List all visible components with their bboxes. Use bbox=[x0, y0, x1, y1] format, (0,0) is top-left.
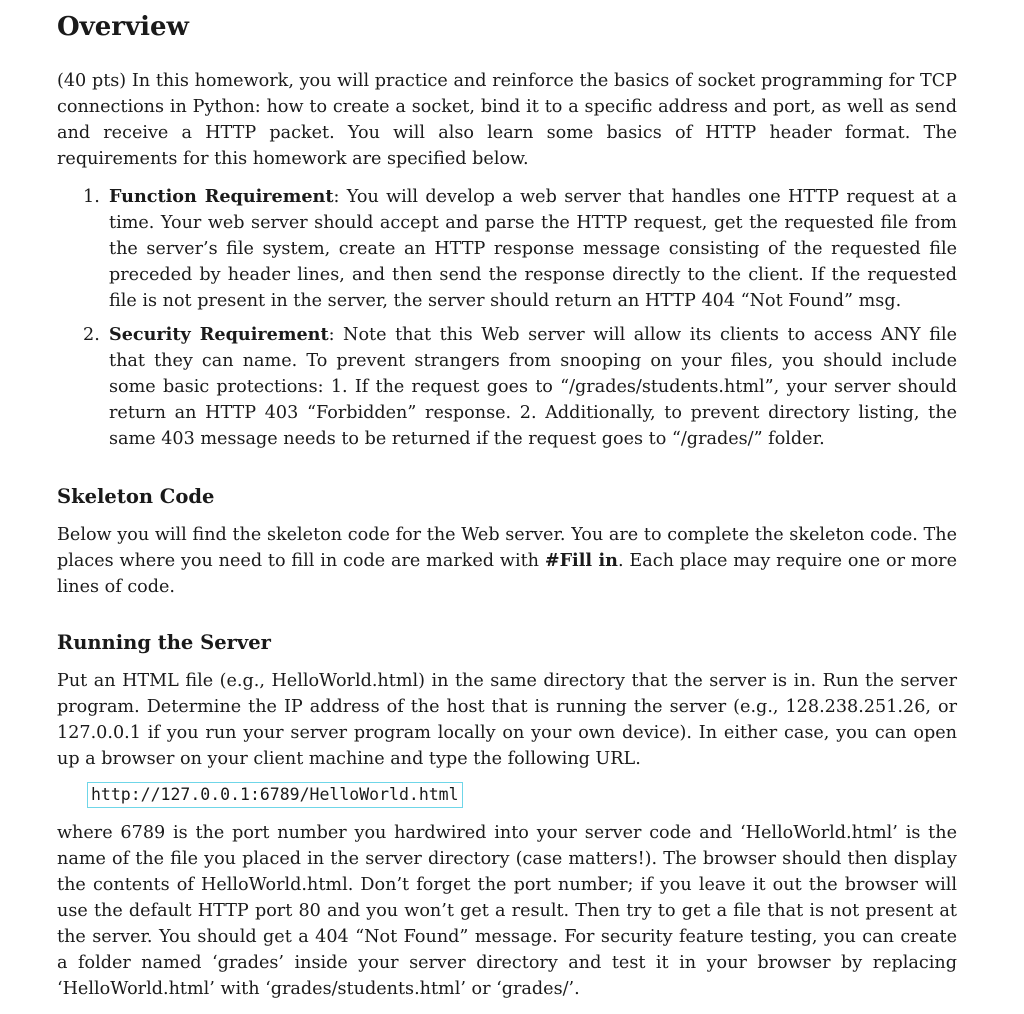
running-server-heading: Running the Server bbox=[57, 631, 271, 654]
running-server-paragraph: Put an HTML file (e.g., HelloWorld.html) in the same directory that the server is in. Run the server program. Determine the IP address of the host that is running the server (e.g., 128.238.251.26, or 127.0.0.1 if you run your server program locally on your own device). In either case, you can open up a browser on your client machine and type the following URL. bbox=[57, 671, 957, 769]
list-number: 2. bbox=[83, 325, 100, 345]
requirement-label: Security Requirement bbox=[109, 324, 329, 345]
function-requirement-item bbox=[57, 184, 957, 314]
requirement-label: Function Requirement bbox=[109, 186, 334, 207]
intro-paragraph: (40 pts) In this homework, you will practice and reinforce the basics of socket programming for TCP connections in Python: how to create a socket, bind it to a specific address and port, as well as send and receive a HTTP packet. You will also learn some basics of HTTP header format. The requirements for this homework are specified below. bbox=[57, 71, 957, 169]
skeleton-code-heading: Skeleton Code bbox=[57, 485, 215, 508]
document-page bbox=[57, 10, 957, 1002]
url-example bbox=[87, 782, 957, 810]
list-number: 1. bbox=[83, 187, 100, 207]
requirement-text: : You will develop a web server that handles one HTTP request at a time. Your web server should accept and parse the HTTP request, get the requested file from the server’s file system, create an HTTP response message consisting of the requested file preceded by header lines, and then send the response directly to the client. If the requested file is not present in the server, the server should return an HTTP 404 “Not Found” msg. bbox=[109, 187, 957, 311]
skeleton-text-before: Below you will find the skeleton code for the Web server. You are to complete the skeleton code. The places where you need to fill in code are marked with bbox=[57, 525, 957, 571]
running-server-followup-paragraph: where 6789 is the port number you hardwired into your server code and ‘HelloWorld.html’ is the name of the file you placed in the server directory (case matters!). The browser should then display the contents of HelloWorld.html. Don’t forget the port number; if you leave it out the browser will use the default HTTP port 80 and you won’t get a result. Then try to get a file that is not present at the server. You should get a 404 “Not Found” message. For security feature testing, you can create a folder named ‘grades’ inside your server directory and test it in your browser by replacing ‘HelloWorld.html’ with ‘grades/students.html’ or ‘grades/’. bbox=[57, 823, 957, 999]
overview-heading: Overview bbox=[57, 12, 189, 42]
requirements-list bbox=[57, 184, 957, 452]
example-url-link[interactable]: http://127.0.0.1:6789/HelloWorld.html bbox=[87, 782, 463, 808]
skeleton-code-paragraph bbox=[57, 522, 957, 600]
security-requirement-item bbox=[57, 322, 957, 452]
requirement-text: : Note that this Web server will allow its clients to access ANY file that they can name. To prevent strangers from snooping on your files, you should include some basic protections: 1. If the request goes to “/grades/students.html”, your server should return an HTTP 403 “Forbidden” response. 2. Additionally, to prevent directory listing, the same 403 message needs to be returned if the request goes to “/grades/” folder. bbox=[109, 325, 957, 449]
skeleton-text-after: . Each place may require one or more lines of code. bbox=[57, 551, 957, 597]
fill-in-marker: #Fill in bbox=[544, 550, 618, 571]
